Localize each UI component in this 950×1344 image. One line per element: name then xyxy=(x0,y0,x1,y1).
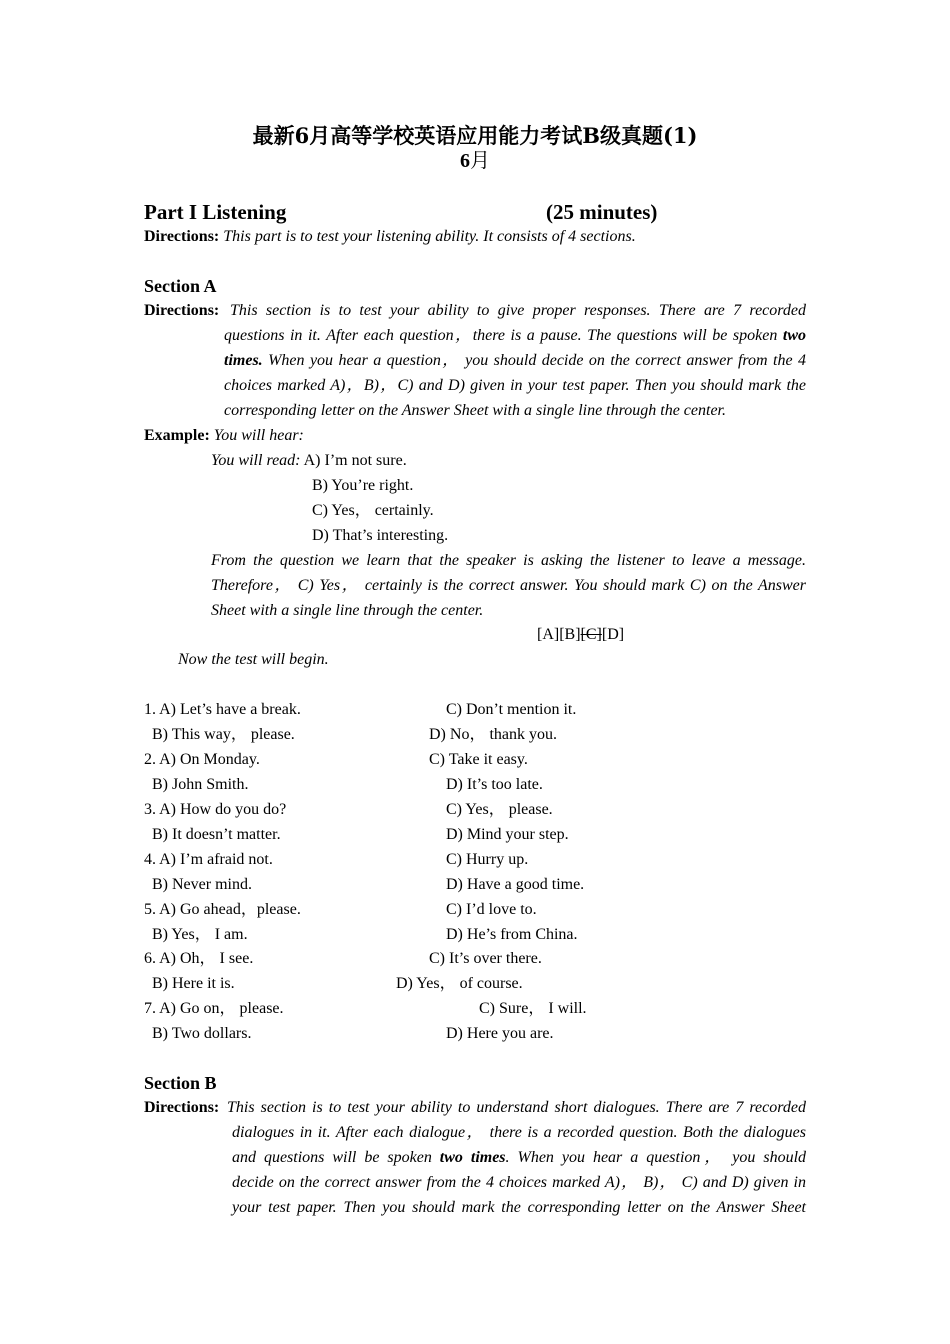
answer-mark-c-struck: [C] xyxy=(580,626,602,643)
q2-option-c: C) Take it easy. xyxy=(429,751,528,768)
q7-option-a: 7. A) Go on， please. xyxy=(144,1000,284,1017)
sectionB-directions-label: Directions: xyxy=(144,1099,220,1116)
q5-option-c: C) I’d love to. xyxy=(446,901,537,918)
sectionB-heading: Section B xyxy=(144,1073,217,1093)
q6-option-c: C) It’s over there. xyxy=(429,950,542,967)
q4-option-c: C) Hurry up. xyxy=(446,851,529,868)
document-title: 最新6月高等学校英语应用能力考试B级真题(1) xyxy=(252,123,698,148)
directions-text: This part is to test your listening ability. It consists of 4 sections. xyxy=(223,228,636,245)
subtitle-number: 6 xyxy=(460,150,470,172)
part1-heading: Part I Listening xyxy=(144,200,287,224)
sectionA-directions-body xyxy=(224,323,806,423)
example-option-c: C) Yes， certainly. xyxy=(312,502,434,519)
part1-time: (25 minutes) xyxy=(546,200,658,224)
example-explanation: From the question we learn that the speaker is asking the listener to leave a message. Therefore， C) Yes， certainly is the correct answer. You should mark C) on the Answer Sheet with a single line through the center. xyxy=(211,552,807,619)
sectionA-line2: questions in it. After each question，there is a pause. The questions will be spoken two xyxy=(224,327,807,344)
q3-option-b: B) It doesn’t matter. xyxy=(152,826,281,843)
q7-option-c: C) Sure， I will. xyxy=(479,1000,587,1017)
sectionA-directions-line1: This section is to test your ability to give proper responses. There are 7 recorded xyxy=(230,302,806,319)
directions-label: Directions: xyxy=(144,228,220,245)
part1-directions xyxy=(144,224,636,249)
q4-option-b: B) Never mind. xyxy=(152,876,252,893)
sectionA-heading: Section A xyxy=(144,276,217,296)
example-option-b: B) You’re right. xyxy=(312,477,414,494)
sectionB-line5: your test paper. Then you should mark the corresponding letter on the Answer Sheet xyxy=(232,1199,806,1216)
sectionA-line5: corresponding letter on the Answer Sheet with a single line through the center. xyxy=(224,402,727,419)
q4-option-d: D) Have a good time. xyxy=(446,876,585,893)
example-read-row: You will read: A) I’m not sure. xyxy=(211,452,407,469)
example-row: Example: You will hear: xyxy=(144,427,304,444)
q1-option-a: 1. A) Let’s have a break. xyxy=(144,701,301,718)
sectionA-line4: choices marked A)，B)，C) and D) given in your test paper. Then you should mark the xyxy=(224,377,807,394)
sectionA-directions-label: Directions: xyxy=(144,302,220,319)
example-option-d: D) That’s interesting. xyxy=(312,527,449,544)
q5-option-d: D) He’s from China. xyxy=(446,926,578,943)
q5-option-b: B) Yes， I am. xyxy=(152,926,248,943)
test-begin: Now the test will begin. xyxy=(178,651,329,668)
q5-option-a: 5. A) Go ahead，please. xyxy=(144,901,301,918)
sectionB-directions-body xyxy=(232,1120,806,1220)
sectionB-line4: decide on the correct answer from the 4 choices marked A)， B)， C) and D) given in xyxy=(232,1174,806,1191)
q2-option-a: 2. A) On Monday. xyxy=(144,751,260,768)
q3-option-c: C) Yes， please. xyxy=(446,801,553,818)
q1-option-c: C) Don’t mention it. xyxy=(446,701,577,718)
sectionA-line3: times. When you hear a question， you should decide on the correct answer from the 4 xyxy=(224,352,806,369)
q2-option-b: B) John Smith. xyxy=(152,776,249,793)
q6-option-a: 6. A) Oh， I see. xyxy=(144,950,254,967)
q4-option-a: 4. A) I’m afraid not. xyxy=(144,851,273,868)
q1-option-d: D) No， thank you. xyxy=(429,726,557,743)
q6-option-d: D) Yes， of course. xyxy=(396,975,523,992)
q3-option-d: D) Mind your step. xyxy=(446,826,569,843)
subtitle-unit: 月 xyxy=(470,150,490,172)
sectionB-line3: and questions will be spoken two times. When you hear a question， you should xyxy=(232,1149,807,1166)
q3-option-a: 3. A) How do you do? xyxy=(144,801,287,818)
q7-option-b: B) Two dollars. xyxy=(152,1025,252,1042)
document-subtitle xyxy=(0,149,950,173)
q1-option-b: B) This way， please. xyxy=(152,726,295,743)
sectionB-line1: This section is to test your ability to understand short dialogues. There are 7 recorded xyxy=(227,1099,806,1116)
sectionB-line2: dialogues in it. After each dialogue， there is a recorded question. Both the dialogues xyxy=(232,1124,806,1141)
q2-option-d: D) It’s too late. xyxy=(446,776,543,793)
q6-option-b: B) Here it is. xyxy=(152,975,235,992)
answer-marks: [A][B][C][D] xyxy=(537,626,625,643)
q7-option-d: D) Here you are. xyxy=(446,1025,554,1042)
